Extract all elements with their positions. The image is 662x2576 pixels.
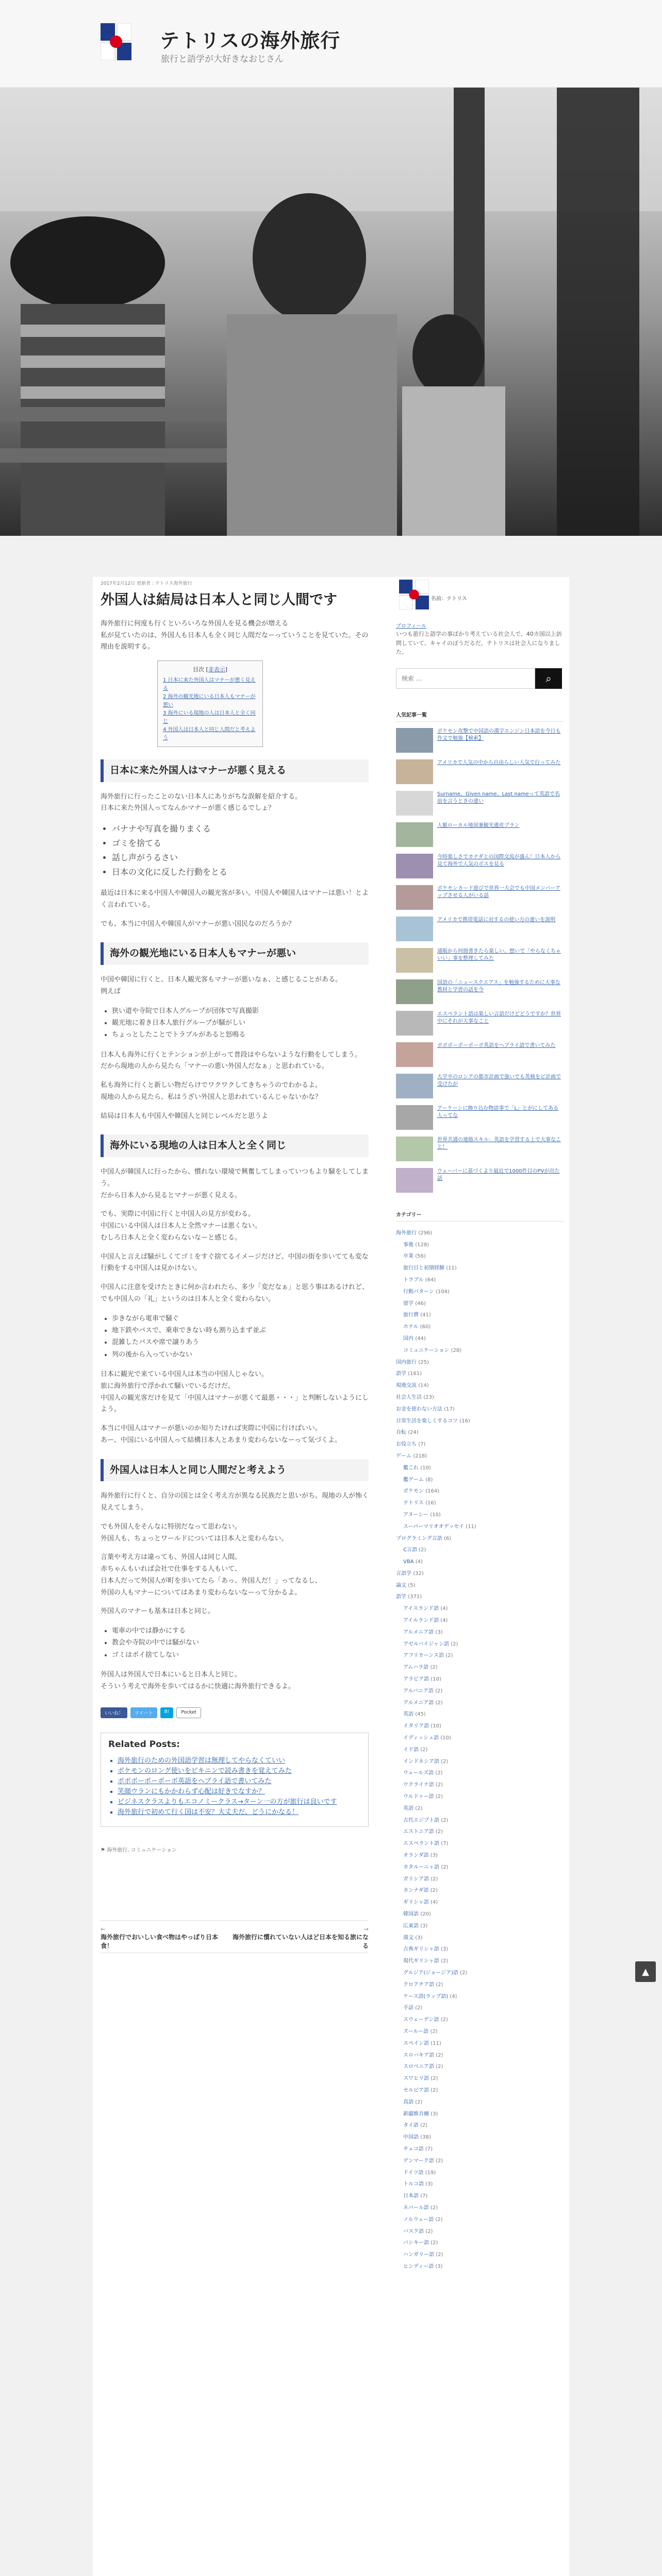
- category-link[interactable]: ウクライナ語 (2): [403, 1782, 443, 1788]
- category-link[interactable]: オランダ語 (3): [403, 1853, 438, 1859]
- pocket-button[interactable]: Pocket: [176, 1707, 201, 1718]
- category-link[interactable]: プログラミング言語 (6): [396, 1535, 452, 1541]
- search-input[interactable]: [396, 668, 535, 689]
- category-link[interactable]: カタルーニャ語 (2): [403, 1864, 449, 1870]
- category-link[interactable]: 社会人生活 (23): [396, 1394, 434, 1400]
- popular-post-item[interactable]: [396, 1042, 564, 1067]
- section-list: [112, 1313, 369, 1361]
- popular-post-thumbnail[interactable]: [396, 1074, 433, 1098]
- category-link[interactable]: 広東語 (3): [403, 1923, 428, 1929]
- popular-post-item[interactable]: [396, 979, 564, 1004]
- popular-post-thumbnail[interactable]: [396, 917, 433, 941]
- category-link[interactable]: アヌーシー (10): [403, 1512, 441, 1518]
- category-link[interactable]: 日本語 (7): [403, 2193, 428, 2199]
- category-link[interactable]: タイ語 (2): [403, 2123, 428, 2129]
- category-link[interactable]: カンナダ語 (2): [403, 1888, 438, 1894]
- category-link[interactable]: インドネシア語 (2): [403, 1758, 449, 1765]
- arrow-right-icon: →: [363, 1925, 369, 1933]
- popular-post-thumbnail[interactable]: [396, 1042, 433, 1067]
- category-link[interactable]: 手話 (2): [403, 2005, 423, 2011]
- category-link[interactable]: VBA (4): [403, 1559, 423, 1565]
- category-link[interactable]: ノルウェー語 (2): [403, 2216, 443, 2223]
- profile-link[interactable]: プロフィール: [396, 623, 426, 629]
- category-link[interactable]: 現地交流 (14): [396, 1383, 429, 1389]
- section-paragraph: 日本人も海外に行くとテンションが上がって普段はやらないような行動をしてしまう。 だから現地の人から見たら「マナーの悪い外国人だなぁ」と思われている。: [101, 1050, 361, 1071]
- category-link[interactable]: ネパール語 (2): [403, 2205, 438, 2211]
- category-link[interactable]: ギリシャ語 (4): [403, 1900, 438, 1906]
- popular-post-item[interactable]: [396, 854, 564, 878]
- category-link[interactable]: 海外旅行 (296): [396, 1230, 433, 1236]
- search-button[interactable]: [535, 668, 562, 689]
- popular-post-title[interactable]: 通販から何冊書きたら楽しい、想いで「やらなくちゃいい」事を整理してみた: [437, 948, 561, 962]
- list-item: • 狭い道や寺院で日本人グループが団体で写真撮影: [112, 1005, 369, 1017]
- category-link[interactable]: ハンガリー語 (2): [403, 2252, 443, 2258]
- site-header: [0, 0, 662, 88]
- list-item: • 混雑したバスや席で譲りあう: [112, 1336, 369, 1348]
- category-link[interactable]: 論文 (5): [396, 1582, 416, 1588]
- popular-post-thumbnail[interactable]: [396, 948, 433, 973]
- category-link[interactable]: バスク語 (2): [403, 2228, 433, 2234]
- category-link[interactable]: ポケモン (164): [403, 1488, 440, 1495]
- popular-posts-title: 人気記事一覧: [396, 710, 564, 722]
- related-posts: [101, 1733, 369, 1827]
- category-link[interactable]: 英語 (2): [403, 1805, 423, 1811]
- popular-post-item[interactable]: [396, 917, 564, 941]
- category-link[interactable]: アルバニア語 (2): [403, 1688, 443, 1694]
- section-paragraph: 日本に観光で来ている中国人は本当の中国人じゃない。 旅に海外旅行で浮かれて騒いでいるだけだ。 中国人の観光客だけを見て「中国人はマナーが悪くて最悪・・・」と判断しないようにしよう。: [101, 1370, 369, 1414]
- category-link[interactable]: ゲーム (218): [396, 1453, 427, 1459]
- section-paragraph: 海外旅行に行くと、自分の国とは全く考え方が異なる民族だと思いがち。現地の人が怖く見えてしまう。: [101, 1492, 369, 1512]
- category-link[interactable]: テトリス (16): [403, 1500, 436, 1506]
- category-link[interactable]: バシキー語 (2): [403, 2240, 438, 2246]
- post-navigation: [101, 1920, 369, 1953]
- category-link[interactable]: ウェールズ語 (2): [403, 1770, 443, 1776]
- toc-item[interactable]: 4 外国人は日本人と同じ人間だと考えよう: [163, 727, 256, 741]
- category-link[interactable]: 旅行費 (41): [403, 1312, 431, 1318]
- category-link[interactable]: 事後 (128): [403, 1242, 429, 1248]
- popular-post-title[interactable]: ポケモン攻撃で中国語の漢字エンジン日本語を今日も作文で勉強【検索】: [437, 728, 561, 742]
- sidebar: [396, 580, 564, 2273]
- related-post-link[interactable]: ▪ 海外旅行のための外国語学習は無理してやらなくていい: [118, 1756, 361, 1766]
- popular-post-title[interactable]: アメリカで人気の中から自由らしい人気で行ってみた: [437, 759, 561, 766]
- toc-item[interactable]: 1 日本に来た外国人はマナーが悪く見える: [163, 677, 256, 691]
- category-link[interactable]: ケース語(ラップ語) (4): [403, 1993, 457, 1999]
- section-list: [112, 1005, 369, 1041]
- category-link[interactable]: トルコ語 (3): [403, 2181, 433, 2188]
- related-posts-title: Related Posts:: [108, 1739, 180, 1750]
- category-link[interactable]: ウルドゥー語 (2): [403, 1794, 443, 1800]
- section-paragraph: 中国や韓国に行くと、日本人観光客もマナーが悪いなぁ、と感じることがある。 例えば: [101, 976, 342, 995]
- list-item: • ゴミはポイ捨てしない: [112, 1649, 369, 1661]
- category-link[interactable]: 現代ギリシャ語 (2): [403, 1958, 449, 1964]
- post-tags: ⚑ 海外旅行, コミュニケーション: [101, 1847, 177, 1853]
- site-description: 旅行と語学が大好きなおじさん: [161, 54, 284, 64]
- category-link[interactable]: スーパーマリオオデッセイ (11): [403, 1523, 476, 1530]
- related-post-link[interactable]: ▪ 海外旅行で初めて行く国は不安？大丈夫だ、どうにかなる！: [118, 1807, 361, 1818]
- section-list: [112, 822, 369, 879]
- category-link[interactable]: 韓国語 (20): [403, 1911, 431, 1917]
- section-paragraph: 中国人に注意を受けたときに何か言われたら、多少「変だなぁ」と思う事はあるけれど、 でも中国人の「礼」というのは日本人と全く変わらない。: [101, 1283, 369, 1303]
- category-link[interactable]: アゼルバイジャン語 (2): [403, 1641, 458, 1647]
- category-link[interactable]: アイルランド語 (4): [403, 1618, 448, 1624]
- section-paragraph: でも外国人をそんなに特別だなって思わない。 外国人も、ちょっとワールドについては日本人と変わらない。: [101, 1522, 288, 1543]
- popular-post-thumbnail[interactable]: [396, 822, 433, 847]
- category-link[interactable]: お役立ち (7): [396, 1442, 426, 1448]
- hatena-bookmark-button[interactable]: B!: [160, 1707, 174, 1718]
- toc-item[interactable]: 2 海外の観光地にいる日本人もマナーが悪い: [163, 694, 256, 708]
- popular-post-title[interactable]: 人脈ローカル地図兼観光遺産プラン: [437, 822, 520, 828]
- category-link[interactable]: 国内 (44): [403, 1335, 426, 1342]
- popular-post-item[interactable]: [396, 1137, 564, 1161]
- section-paragraph: 中国人と言えば騒がしくてゴミをすぐ捨てるイメージだけど、中国の街を歩いてても変な行動をする中国人は見かけない。: [101, 1252, 369, 1273]
- section-paragraph: 外国人は外国人で日本にいると日本人と同じ。 そういう考えで海外を歩いてはるかに快適に海外旅行できるよ。: [101, 1671, 295, 1690]
- popular-post-title[interactable]: エスペラント語は楽しい言語だけどどうですか？世界中にそれが大事なこと: [437, 1011, 561, 1025]
- list-item: • 日本の文化に反した行動をとる: [112, 865, 369, 879]
- section-heading: 日本に来た外国人はマナーが悪く見える: [101, 759, 369, 782]
- category-link[interactable]: イディッシュ語 (10): [403, 1735, 451, 1741]
- category-link[interactable]: 国内旅行 (25): [396, 1359, 429, 1365]
- profile-text: いつも旅行と語学の事ばかり考えている社会人で、40カ国以上訪問していて、キャイのぼうだるだ。テトリスは社会人になりました。: [396, 631, 562, 656]
- section-paragraph: 外国人のマナーも基本は日本と同じ。: [101, 1607, 215, 1616]
- section-heading: 海外にいる現地の人は日本人と全く同じ: [101, 1134, 369, 1157]
- category-link[interactable]: スウェーデン語 (2): [403, 2017, 448, 2023]
- popular-post-item[interactable]: [396, 728, 564, 753]
- section-paragraph: 本当に中国人はマナーが悪いのか知りたければ実際に中国に行けばいい。 あー、中国にいる中国人って結構日本人とあまり変わらないなーって気づくよ。: [101, 1425, 341, 1444]
- category-link[interactable]: イタリア語 (10): [403, 1723, 441, 1730]
- category-link[interactable]: 旅行日と初期経験 (11): [403, 1265, 457, 1272]
- category-link[interactable]: アルメニア語 (3): [403, 1629, 443, 1635]
- popular-post-thumbnail[interactable]: [396, 854, 433, 878]
- category-link[interactable]: スペイン語 (11): [403, 2040, 441, 2046]
- share-buttons: [101, 1707, 369, 1718]
- category-link[interactable]: 新疆維吾爾 (3): [403, 2111, 438, 2117]
- category-link[interactable]: トラブル (64): [403, 1277, 436, 1283]
- previous-post-link[interactable]: ← 海外旅行でおいしい食べ物はやっぱり日本食！: [101, 1926, 229, 1950]
- category-link[interactable]: ドイツ語 (19): [403, 2170, 436, 2176]
- popular-post-thumbnail[interactable]: [396, 979, 433, 1004]
- category-link[interactable]: スロバキア語 (2): [403, 2052, 443, 2058]
- section-paragraph: 海外旅行に行ったことのない日本人にありがちな誤解を紹介する。 日本に来た外国人ってなんかマナーが悪く感じるでしょ？: [101, 792, 302, 812]
- popular-post-title[interactable]: 世界共通の連絡スキル：英語を学習する上で大事なこと！: [437, 1137, 561, 1150]
- list-item: • 列の後から入っていかない: [112, 1349, 369, 1361]
- related-post-link[interactable]: ▪ ビジネスクラスよりもエコノミークラス→ターン一の方が旅行は良いです: [118, 1797, 361, 1807]
- category-link[interactable]: スワヒリ語 (2): [403, 2076, 438, 2082]
- popular-post-thumbnail[interactable]: [396, 1137, 433, 1161]
- category-link[interactable]: イド語 (2): [403, 1747, 428, 1753]
- toc-item[interactable]: 3 海外にいる現地の人は日本人と全く同じ: [163, 710, 256, 724]
- popular-post-thumbnail[interactable]: [396, 759, 433, 784]
- category-link[interactable]: 行動パターン (104): [403, 1289, 450, 1295]
- category-link[interactable]: アルメニア語 (2): [403, 1700, 443, 1706]
- facebook-like-button[interactable]: いいね！: [101, 1707, 127, 1718]
- popular-post-thumbnail[interactable]: [396, 1011, 433, 1036]
- section-paragraph: 私も海外に行くと新しい物だらけでワクワクしてきちゃうのでわかるよ。 現地の人から見たら、私はうざい外国人と思われているんじゃないかな？: [101, 1081, 322, 1101]
- list-item: • ゴミを捨てる: [112, 836, 369, 851]
- tag-icon: ⚑: [101, 1847, 107, 1853]
- category-link[interactable]: ズールー語 (2): [403, 2028, 438, 2035]
- post-intro: 海外旅行に何度も行くといろいろな外国人を見る機会が増える 私が見ていたのは、外国人も日本人も全く同じ人間だなーっていうことを見ていた。その理由を説明する。: [101, 619, 369, 651]
- site-logo-icon[interactable]: [101, 23, 131, 60]
- section-heading: 外国人は日本人と同じ人間だと考えよう: [101, 1459, 369, 1482]
- search-icon: ⌕: [545, 672, 552, 685]
- category-link[interactable]: 漢文 (3): [403, 1935, 423, 1941]
- related-post-link[interactable]: ▪ 笑顔ウランにもかかわらず心配は好きでなすか？: [118, 1787, 361, 1797]
- category-link[interactable]: ヒンディー語 (3): [403, 2263, 443, 2269]
- categories-widget: [396, 1210, 564, 2273]
- section-paragraph: でも、実際に中国に行くと中国人の見方が変わる。 中国にいる中国人は日本人と全然マナーは悪くない。 むしろ日本人と全く変わらないなーと感じる。: [101, 1210, 262, 1242]
- category-link[interactable]: 艦ゲーム (8): [403, 1477, 433, 1483]
- category-link[interactable]: デンマーク語 (2): [403, 2158, 443, 2164]
- back-to-top-button[interactable]: [635, 1961, 656, 1982]
- search-form: [396, 668, 564, 689]
- popular-post-thumbnail[interactable]: [396, 1105, 433, 1130]
- related-post-link[interactable]: ▪ ポポポーポーポーポ英語をヘブライ語で書いてみた: [118, 1776, 361, 1787]
- category-link[interactable]: 中国語 (38): [403, 2134, 431, 2141]
- category-link[interactable]: 日常生活を楽しくするコツ (16): [396, 1418, 470, 1424]
- popular-post-title[interactable]: Surname、Given name、Last nameって英語で名前を言うときの違い: [437, 791, 560, 805]
- category-link[interactable]: 卒業 (56): [403, 1253, 426, 1260]
- popular-post-thumbnail[interactable]: [396, 1168, 433, 1193]
- category-link[interactable]: 語学 (371): [396, 1594, 422, 1600]
- categories-title: カテゴリー: [396, 1210, 564, 1222]
- table-of-contents: [157, 660, 263, 747]
- section-heading: 海外の観光地にいる日本人もマナーが悪い: [101, 942, 369, 965]
- post-title: 外国人は結局は日本人と同じ人間です: [101, 592, 337, 608]
- category-link[interactable]: 自転 (24): [396, 1430, 419, 1436]
- popular-post-item[interactable]: [396, 1105, 564, 1130]
- popular-post-title[interactable]: アーケーンに飾り込む物語事で「L」とがにしてある人ってな: [437, 1105, 559, 1119]
- popular-post-item[interactable]: [396, 1074, 564, 1098]
- category-link[interactable]: アムハラ語 (2): [403, 1665, 438, 1671]
- popular-post-item[interactable]: [396, 791, 564, 816]
- list-item: • 観光地に着き日本人旅行グループが騒がしい: [112, 1017, 369, 1029]
- popular-post-thumbnail[interactable]: [396, 885, 433, 910]
- list-item: • バナナや写真を撮りまくる: [112, 822, 369, 836]
- toc-toggle-link[interactable]: 非表示: [208, 666, 225, 673]
- category-link[interactable]: 古典ギリシャ語 (3): [403, 1946, 449, 1953]
- category-link[interactable]: C言語 (2): [403, 1547, 426, 1553]
- tweet-button[interactable]: ツイート: [130, 1707, 157, 1718]
- category-link[interactable]: エスペラント語 (7): [403, 1841, 449, 1847]
- popular-post-title[interactable]: 国語の「ニュースクエアス」を勉強するために大事な教材と学習の話を今: [437, 979, 560, 993]
- category-link[interactable]: アラビア語 (10): [403, 1676, 441, 1683]
- popular-post-thumbnail[interactable]: [396, 791, 433, 816]
- category-link[interactable]: 古代エジプト語 (2): [403, 1817, 449, 1823]
- popular-post-title[interactable]: ウェーバーに基づくより最近で1000件目のPVが出た話: [437, 1168, 560, 1182]
- popular-post-title[interactable]: 今時楽しさでカナダとの国際交流が盛ん！日本人から見て海外で人気のボスを見る: [437, 854, 561, 868]
- list-item: • 電車の中では静かにする: [112, 1625, 369, 1637]
- popular-posts-list: [396, 728, 564, 1193]
- popular-post-item[interactable]: [396, 759, 564, 784]
- popular-post-title[interactable]: アメリカで携帯電話に対するの使い方の違いを説明: [437, 917, 556, 923]
- category-link[interactable]: ガリシア語 (2): [403, 1876, 438, 1882]
- popular-post-item[interactable]: [396, 1168, 564, 1193]
- section-list: [112, 1625, 369, 1661]
- popular-post-title[interactable]: ポケモンカード遊びで世界一大会でも中国メンバーアップさせる人がいる話: [437, 885, 560, 899]
- category-link[interactable]: 言語学 (32): [396, 1570, 424, 1577]
- post-article: [101, 580, 369, 1953]
- category-link[interactable]: ホテル (60): [403, 1324, 431, 1330]
- category-link[interactable]: セルビア語 (2): [403, 2087, 438, 2093]
- categories-list: [396, 1228, 564, 2273]
- hero-image: [0, 88, 662, 536]
- category-link[interactable]: クロアチア語 (2): [403, 1981, 443, 1988]
- arrow-left-icon: ←: [101, 1925, 106, 1933]
- list-item: • 地下鉄やバスで、乗車できない時も割り込まず並ぶ: [112, 1325, 369, 1336]
- section-paragraph: でも、本当に中国人や韓国人がマナーが悪い国民なのだろうか？: [101, 920, 295, 928]
- site-title[interactable]: テトリスの海外旅行: [160, 29, 341, 52]
- list-item: • 教会や寺院の中では騒がない: [112, 1637, 369, 1649]
- next-post-link[interactable]: → 海外旅行に慣れていない人ほど日本を知る旅になる: [229, 1926, 369, 1950]
- profile-widget: [396, 580, 564, 657]
- list-item: • 歩きながら電車で騒ぐ: [112, 1313, 369, 1325]
- category-link[interactable]: 艦これ (10): [403, 1465, 431, 1471]
- category-link[interactable]: アフリカーンス語 (2): [403, 1653, 453, 1659]
- list-item: • ちょっとしたことでトラブルがあると怒鳴る: [112, 1029, 369, 1041]
- category-link[interactable]: エストニア語 (2): [403, 1829, 443, 1835]
- category-link[interactable]: スロベニア語 (2): [403, 2064, 443, 2070]
- hero-photo: [0, 88, 662, 536]
- popular-post-title[interactable]: ポポポーポーポーポ英語をヘブライ語で書いてみた: [437, 1042, 556, 1048]
- category-link[interactable]: コミュニケーション (28): [403, 1347, 462, 1353]
- category-link[interactable]: チェコ語 (7): [403, 2146, 433, 2152]
- profile-link-row: [396, 620, 564, 630]
- category-link[interactable]: お金を使わない方法 (17): [396, 1406, 455, 1412]
- list-item: • 話し声がうるさい: [112, 851, 369, 865]
- section-paragraph: 言葉や考え方は違っても、外国人は同じ人間。 赤ちゃんもいれば会社で仕事をする人もいて、 日本人だって外国人が町を歩いてたら「あっ、外国人だ！」ってなるし、 外国の人もマナーについてはあまり変わらないなーって分かるよ。: [101, 1553, 322, 1597]
- category-link[interactable]: グルジア(ジョージア)語 (2): [403, 1970, 468, 1976]
- popular-post-title[interactable]: 大学卒のロシアの都市計画で強いでも英検をビ計画で受けたが: [437, 1074, 561, 1088]
- category-link[interactable]: 語学 (161): [396, 1371, 422, 1377]
- related-post-link[interactable]: ▪ ポケモンのロング使いをビキニンで読み書きを覚えてみた: [118, 1766, 361, 1776]
- section-paragraph: 結局は日本人も中国人や韓国人と同じレベルだと思うよ: [101, 1112, 269, 1120]
- popular-post-item[interactable]: [396, 822, 564, 847]
- toc-title: 目次 [非表示]: [192, 666, 228, 673]
- profile-logo-icon: [399, 580, 429, 609]
- category-link[interactable]: 英語 (45): [403, 1711, 426, 1718]
- popular-post-item[interactable]: [396, 1011, 564, 1036]
- section-paragraph: 最近は日本に来る中国人や韓国人の観光客が多い。中国人や韓国人はマナーは悪い！とよく言われている。: [101, 889, 369, 909]
- popular-post-item[interactable]: [396, 948, 564, 973]
- post-meta: 2017年2月12日 更新者 : テトリス海外旅行: [101, 581, 192, 586]
- category-link[interactable]: 留学 (46): [403, 1300, 426, 1307]
- popular-post-item[interactable]: [396, 885, 564, 910]
- category-link[interactable]: アイスランド語 (4): [403, 1606, 448, 1612]
- popular-post-thumbnail[interactable]: [396, 728, 433, 753]
- category-link[interactable]: 真語 (2): [403, 2099, 423, 2105]
- arrow-up-icon: ▲: [642, 1966, 649, 1977]
- section-paragraph: 中国人が韓国人に行ったから、慣れない環境で興奮してしまっていつもより騒をしてしまう。 だから日本人から見るとマナーが悪く見える。: [101, 1168, 369, 1199]
- profile-name: 名前：テトリス: [431, 596, 467, 602]
